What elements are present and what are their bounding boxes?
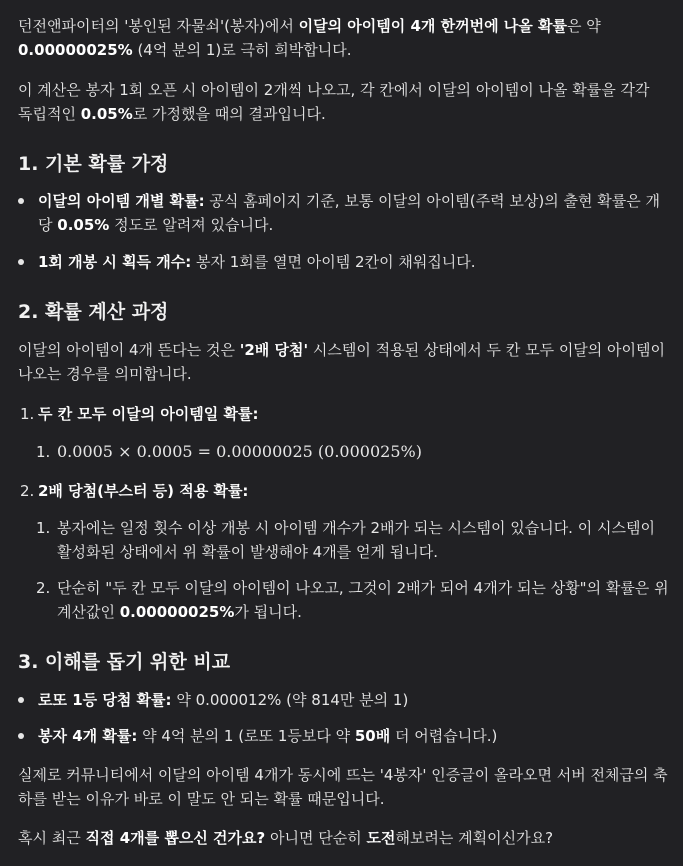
outro-line-2 — [18, 787, 666, 811]
section-3-bullet-1 — [38, 688, 668, 712]
calc-note-text: 로 가정했을 때의 결과입니다. — [132, 105, 326, 123]
bullet-label: 이달의 아이템 개별 확률: — [38, 192, 205, 210]
bullet-label: 로또 1등 당첨 확률: — [38, 691, 172, 709]
bullet-highlight: 50배 — [354, 727, 391, 745]
para-highlight: '2배 당첨' — [239, 341, 309, 359]
para-text: 나오는 경우를 의미합니다. — [18, 365, 192, 383]
bullet-label: 봉자 4개 확률: — [38, 727, 138, 745]
section-1-heading: 1. 기본 확률 가정 — [18, 153, 169, 175]
calc-note-highlight: 0.05% — [80, 105, 133, 123]
calc-note-text: 독립적인 — [18, 105, 81, 123]
bullet-text: 공식 홈페이지 기준, 보통 이달의 아이템(주력 보상)의 출현 확률은 개 — [204, 192, 660, 210]
question-highlight: 직접 4개를 뽑으신 건가요? — [85, 829, 266, 847]
list-number: 1. — [20, 405, 35, 423]
question-text: 해보려는 계획이신가요? — [395, 829, 554, 847]
subitem-text: 활성화된 상태에서 위 확률이 발생해야 4개를 얻게 됩니다. — [57, 543, 438, 561]
bullet-dot — [18, 697, 24, 703]
subitem-text: 단순히 "두 칸 모두 이달의 아이템이 나오고, 그것이 2배가 되어 4개가 되는 상황"의 확률은 위 — [57, 579, 669, 597]
question-text: 혹시 최근 — [18, 829, 86, 847]
bullet-text: 당 — [38, 216, 58, 234]
outro-text: 하를 받는 이유가 바로 이 말도 안 되는 확률 때문입니다. — [18, 790, 385, 808]
section-2-para-line-2 — [18, 362, 666, 386]
section-1-bullet-1-line-1 — [38, 189, 668, 213]
section-2-heading: 2. 확률 계산 과정 — [18, 301, 169, 323]
subitem-text: 가 됩니다. — [234, 603, 302, 621]
ordered-subitem-1-line-1 — [57, 516, 667, 540]
bullet-text: 약 0.000012% (약 814만 분의 1) — [171, 691, 409, 709]
item-label: 2배 당첨(부스터 등) 적용 확률: — [38, 482, 249, 500]
bullet-highlight: 0.05% — [57, 216, 110, 234]
list-number: 1. — [36, 443, 51, 461]
formula-text: 0.0005 × 0.0005 = 0.00000025 (0.000025%) — [57, 442, 422, 461]
intro-line-1 — [18, 14, 666, 38]
bullet-text: 더 어렵습니다.) — [390, 727, 498, 745]
intro-line-2 — [18, 38, 666, 62]
calc-note-line-1 — [18, 78, 666, 102]
calc-note-text: 이 계산은 봉자 1회 오픈 시 아이템이 2개씩 나오고, 각 칸에서 이달의 아이템이 나올 확률을 각각 — [18, 81, 650, 99]
section-3-heading: 3. 이해를 돕기 위한 비교 — [18, 651, 231, 673]
list-number: 1. — [36, 519, 51, 537]
ordered-item-2 — [38, 479, 668, 503]
section-3-bullet-2 — [38, 724, 668, 748]
outro-line-1 — [18, 763, 666, 787]
ordered-subitem-1-line-2 — [57, 540, 667, 564]
ordered-subitem-2-line-1 — [57, 576, 667, 600]
question-text: 아니면 단순히 — [265, 829, 367, 847]
probability-formula — [57, 440, 667, 464]
section-1-bullet-1-line-2 — [38, 213, 668, 237]
subitem-text: 봉자에는 일정 횟수 이상 개봉 시 아이템 개수가 2배가 되는 시스템이 있습니다. 이 시스템이 — [57, 519, 655, 537]
intro-text: (4억 분의 1)로 극히 희박합니다. — [132, 41, 352, 59]
bullet-label: 1회 개봉 시 획득 개수: — [38, 253, 192, 271]
outro-text: 실제로 커뮤니티에서 이달의 아이템 4개가 동시에 뜨는 '4봉자' 인증글이 올라오면 서버 전체급의 축 — [18, 766, 668, 784]
bullet-dot — [18, 733, 24, 739]
intro-text: 은 약 — [566, 17, 601, 35]
intro-text: 던전앤파이터의 '봉인된 자물쇠'(봉자)에서 — [18, 17, 299, 35]
subitem-text: 계산값인 — [57, 603, 120, 621]
section-1-bullet-2 — [38, 250, 668, 274]
list-number: 2. — [20, 482, 35, 500]
probability-value: 0.00000025% — [18, 41, 133, 59]
calc-note-line-2 — [18, 102, 666, 126]
bullet-dot — [18, 198, 24, 204]
subitem-highlight: 0.00000025% — [119, 603, 235, 621]
list-number: 2. — [36, 579, 51, 597]
ordered-subitem-2-line-2 — [57, 600, 667, 624]
intro-highlight: 이달의 아이템이 4개 한꺼번에 나올 확률 — [298, 17, 567, 35]
para-text: 이달의 아이템이 4개 뜬다는 것은 — [18, 341, 240, 359]
bullet-text: 봉자 1회를 열면 아이템 2칸이 채워집니다. — [191, 253, 476, 271]
closing-question — [18, 826, 666, 850]
question-highlight: 도전 — [366, 829, 396, 847]
bullet-text: 정도로 알려져 있습니다. — [109, 216, 274, 234]
ordered-item-1 — [38, 402, 668, 426]
para-text: 시스템이 적용된 상태에서 두 칸 모두 이달의 아이템이 — [308, 341, 666, 359]
section-2-para-line-1 — [18, 338, 666, 362]
item-label: 두 칸 모두 이달의 아이템일 확률: — [38, 405, 259, 423]
bullet-dot — [18, 259, 24, 265]
bullet-text: 약 4억 분의 1 (로또 1등보다 약 — [137, 727, 355, 745]
